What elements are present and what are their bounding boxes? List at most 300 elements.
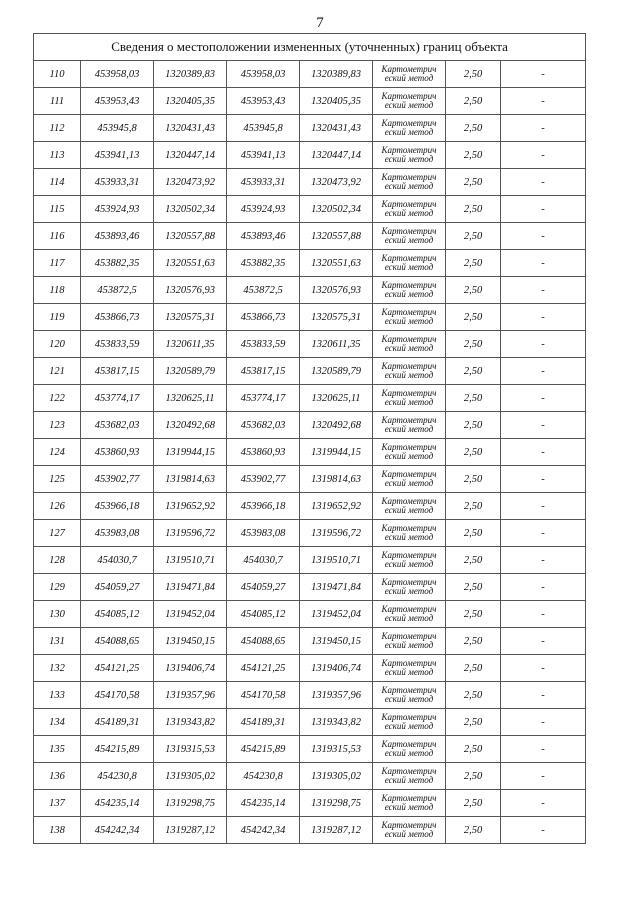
y-coordinate-new-cell: 1320625,11 [300, 385, 373, 412]
method-text: Картометрич [381, 145, 437, 155]
x-coordinate-new-cell: 453817,15 [227, 358, 300, 385]
method-text: Картометрич [381, 334, 437, 344]
accuracy-cell: 2,50 [446, 88, 501, 115]
method-text: еский метод [384, 586, 434, 596]
y-coordinate-new-cell: 1320557,88 [300, 223, 373, 250]
page-number: 7 [316, 15, 324, 31]
table-row [34, 277, 586, 304]
y-coordinate-new-cell: 1319406,74 [300, 655, 373, 682]
x-coordinate-cell: 454189,31 [81, 709, 154, 736]
y-coordinate-new-cell: 1319452,04 [300, 601, 373, 628]
table-row [34, 169, 586, 196]
accuracy-cell: 2,50 [446, 493, 501, 520]
accuracy-cell: 2,50 [446, 331, 501, 358]
x-coordinate-cell: 453924,93 [81, 196, 154, 223]
x-coordinate-new-cell: 454121,25 [227, 655, 300, 682]
x-coordinate-cell: 453941,13 [81, 142, 154, 169]
method-cell [373, 412, 446, 439]
x-coordinate-cell: 454230,8 [81, 763, 154, 790]
method-cell [373, 601, 446, 628]
point-number-cell: 132 [34, 655, 81, 682]
y-coordinate-cell: 1319452,04 [154, 601, 227, 628]
y-coordinate-new-cell: 1319814,63 [300, 466, 373, 493]
method-cell [373, 277, 446, 304]
y-coordinate-new-cell: 1319944,15 [300, 439, 373, 466]
x-coordinate-cell: 453860,93 [81, 439, 154, 466]
point-number-cell: 138 [34, 817, 81, 844]
method-text: еский метод [384, 208, 434, 218]
method-cell [373, 223, 446, 250]
method-cell [373, 169, 446, 196]
point-number-cell: 136 [34, 763, 81, 790]
method-cell [373, 196, 446, 223]
y-coordinate-new-cell: 1320589,79 [300, 358, 373, 385]
method-text: еский метод [384, 370, 434, 380]
point-number-cell: 126 [34, 493, 81, 520]
x-coordinate-cell: 453893,46 [81, 223, 154, 250]
accuracy-cell: 2,50 [446, 196, 501, 223]
point-number-cell: 121 [34, 358, 81, 385]
method-text: еский метод [384, 505, 434, 515]
method-cell [373, 520, 446, 547]
method-text: Картометрич [381, 361, 437, 371]
note-cell: - [501, 547, 586, 574]
method-cell [373, 574, 446, 601]
accuracy-cell: 2,50 [446, 655, 501, 682]
x-coordinate-cell: 454121,25 [81, 655, 154, 682]
y-coordinate-cell: 1320576,93 [154, 277, 227, 304]
x-coordinate-new-cell: 454230,8 [227, 763, 300, 790]
x-coordinate-new-cell: 453682,03 [227, 412, 300, 439]
note-cell: - [501, 439, 586, 466]
y-coordinate-new-cell: 1319315,53 [300, 736, 373, 763]
note-cell: - [501, 223, 586, 250]
table-row [34, 412, 586, 439]
method-text: Картометрич [381, 496, 437, 506]
method-text: Картометрич [381, 658, 437, 668]
method-text: еский метод [384, 100, 434, 110]
method-text: еский метод [384, 478, 434, 488]
x-coordinate-new-cell: 453872,5 [227, 277, 300, 304]
note-cell: - [501, 142, 586, 169]
table-row [34, 142, 586, 169]
note-cell: - [501, 736, 586, 763]
table-row [34, 790, 586, 817]
point-number-cell: 119 [34, 304, 81, 331]
y-coordinate-cell: 1319596,72 [154, 520, 227, 547]
x-coordinate-new-cell: 453833,59 [227, 331, 300, 358]
table-row [34, 61, 586, 88]
x-coordinate-cell: 453866,73 [81, 304, 154, 331]
method-text: еский метод [384, 748, 434, 758]
method-cell [373, 439, 446, 466]
method-text: еский метод [384, 235, 434, 245]
y-coordinate-new-cell: 1320389,83 [300, 61, 373, 88]
y-coordinate-cell: 1320589,79 [154, 358, 227, 385]
note-cell: - [501, 466, 586, 493]
y-coordinate-cell: 1319357,96 [154, 682, 227, 709]
method-cell [373, 682, 446, 709]
method-text: Картометрич [381, 577, 437, 587]
accuracy-cell: 2,50 [446, 574, 501, 601]
table-row [34, 115, 586, 142]
table-title: Сведения о местоположении измененных (уточненных) границ объекта [34, 34, 586, 61]
x-coordinate-cell: 454215,89 [81, 736, 154, 763]
accuracy-cell: 2,50 [446, 520, 501, 547]
y-coordinate-cell: 1320405,35 [154, 88, 227, 115]
table-row [34, 196, 586, 223]
table-row [34, 304, 586, 331]
y-coordinate-new-cell: 1320431,43 [300, 115, 373, 142]
accuracy-cell: 2,50 [446, 763, 501, 790]
method-cell [373, 331, 446, 358]
x-coordinate-new-cell: 454085,12 [227, 601, 300, 628]
boundary-coordinates-table [33, 33, 586, 844]
point-number-cell: 122 [34, 385, 81, 412]
method-text: еский метод [384, 316, 434, 326]
x-coordinate-new-cell: 453958,03 [227, 61, 300, 88]
point-number-cell: 112 [34, 115, 81, 142]
method-cell [373, 358, 446, 385]
y-coordinate-cell: 1319652,92 [154, 493, 227, 520]
table-row [34, 763, 586, 790]
note-cell: - [501, 169, 586, 196]
method-text: Картометрич [381, 712, 437, 722]
method-cell [373, 142, 446, 169]
y-coordinate-new-cell: 1319652,92 [300, 493, 373, 520]
table-row [34, 709, 586, 736]
method-text: еский метод [384, 451, 434, 461]
x-coordinate-new-cell: 453966,18 [227, 493, 300, 520]
accuracy-cell: 2,50 [446, 115, 501, 142]
y-coordinate-new-cell: 1320492,68 [300, 412, 373, 439]
point-number-cell: 130 [34, 601, 81, 628]
y-coordinate-cell: 1319287,12 [154, 817, 227, 844]
point-number-cell: 124 [34, 439, 81, 466]
method-text: Картометрич [381, 280, 437, 290]
x-coordinate-new-cell: 453983,08 [227, 520, 300, 547]
point-number-cell: 117 [34, 250, 81, 277]
accuracy-cell: 2,50 [446, 547, 501, 574]
point-number-cell: 128 [34, 547, 81, 574]
x-coordinate-new-cell: 454170,58 [227, 682, 300, 709]
y-coordinate-new-cell: 1319298,75 [300, 790, 373, 817]
accuracy-cell: 2,50 [446, 601, 501, 628]
accuracy-cell: 2,50 [446, 277, 501, 304]
method-text: Картометрич [381, 253, 437, 263]
x-coordinate-new-cell: 453945,8 [227, 115, 300, 142]
table-row [34, 547, 586, 574]
x-coordinate-new-cell: 453902,77 [227, 466, 300, 493]
method-text: Картометрич [381, 118, 437, 128]
method-text: Картометрич [381, 91, 437, 101]
table-row [34, 223, 586, 250]
method-text: Картометрич [381, 469, 437, 479]
x-coordinate-new-cell: 453933,31 [227, 169, 300, 196]
note-cell: - [501, 574, 586, 601]
method-text: Картометрич [381, 442, 437, 452]
y-coordinate-new-cell: 1320447,14 [300, 142, 373, 169]
table-row [34, 466, 586, 493]
y-coordinate-cell: 1320551,63 [154, 250, 227, 277]
table-row [34, 358, 586, 385]
accuracy-cell: 2,50 [446, 682, 501, 709]
y-coordinate-cell: 1320502,34 [154, 196, 227, 223]
y-coordinate-cell: 1320473,92 [154, 169, 227, 196]
note-cell: - [501, 250, 586, 277]
note-cell: - [501, 358, 586, 385]
note-cell: - [501, 520, 586, 547]
method-text: еский метод [384, 532, 434, 542]
table-row [34, 655, 586, 682]
table-row [34, 736, 586, 763]
accuracy-cell: 2,50 [446, 304, 501, 331]
note-cell: - [501, 763, 586, 790]
y-coordinate-new-cell: 1319287,12 [300, 817, 373, 844]
note-cell: - [501, 817, 586, 844]
x-coordinate-cell: 453833,59 [81, 331, 154, 358]
method-text: еский метод [384, 640, 434, 650]
y-coordinate-new-cell: 1319343,82 [300, 709, 373, 736]
x-coordinate-cell: 453933,31 [81, 169, 154, 196]
note-cell: - [501, 331, 586, 358]
x-coordinate-cell: 453945,8 [81, 115, 154, 142]
x-coordinate-new-cell: 454235,14 [227, 790, 300, 817]
note-cell: - [501, 601, 586, 628]
method-text: еский метод [384, 397, 434, 407]
accuracy-cell: 2,50 [446, 412, 501, 439]
x-coordinate-cell: 453882,35 [81, 250, 154, 277]
y-coordinate-cell: 1319343,82 [154, 709, 227, 736]
method-text: еский метод [384, 424, 434, 434]
method-cell [373, 736, 446, 763]
method-text: Картометрич [381, 388, 437, 398]
point-number-cell: 137 [34, 790, 81, 817]
y-coordinate-new-cell: 1320502,34 [300, 196, 373, 223]
y-coordinate-cell: 1320625,11 [154, 385, 227, 412]
method-text: Картометрич [381, 631, 437, 641]
accuracy-cell: 2,50 [446, 628, 501, 655]
method-text: еский метод [384, 694, 434, 704]
note-cell: - [501, 115, 586, 142]
method-text: Картометрич [381, 820, 437, 830]
x-coordinate-new-cell: 454088,65 [227, 628, 300, 655]
x-coordinate-new-cell: 454242,34 [227, 817, 300, 844]
method-text: Картометрич [381, 739, 437, 749]
x-coordinate-cell: 453682,03 [81, 412, 154, 439]
table-title-row [34, 34, 586, 61]
method-cell [373, 790, 446, 817]
table-row [34, 628, 586, 655]
accuracy-cell: 2,50 [446, 142, 501, 169]
table-row [34, 601, 586, 628]
point-number-cell: 135 [34, 736, 81, 763]
method-cell [373, 115, 446, 142]
note-cell: - [501, 709, 586, 736]
y-coordinate-cell: 1319510,71 [154, 547, 227, 574]
note-cell: - [501, 277, 586, 304]
x-coordinate-new-cell: 453953,43 [227, 88, 300, 115]
method-cell [373, 547, 446, 574]
x-coordinate-cell: 454170,58 [81, 682, 154, 709]
point-number-cell: 116 [34, 223, 81, 250]
x-coordinate-cell: 453953,43 [81, 88, 154, 115]
table-row [34, 439, 586, 466]
table-row [34, 574, 586, 601]
y-coordinate-new-cell: 1320551,63 [300, 250, 373, 277]
accuracy-cell: 2,50 [446, 466, 501, 493]
x-coordinate-cell: 454242,34 [81, 817, 154, 844]
method-text: Картометрич [381, 766, 437, 776]
table-row [34, 520, 586, 547]
x-coordinate-cell: 453902,77 [81, 466, 154, 493]
method-text: Картометрич [381, 604, 437, 614]
method-text: еский метод [384, 667, 434, 677]
method-text: еский метод [384, 262, 434, 272]
method-text: еский метод [384, 343, 434, 353]
x-coordinate-new-cell: 453882,35 [227, 250, 300, 277]
x-coordinate-new-cell: 453893,46 [227, 223, 300, 250]
method-text: Картометрич [381, 793, 437, 803]
y-coordinate-new-cell: 1319357,96 [300, 682, 373, 709]
method-text: еский метод [384, 289, 434, 299]
method-text: Картометрич [381, 172, 437, 182]
table-row [34, 817, 586, 844]
method-text: Картометрич [381, 523, 437, 533]
note-cell: - [501, 493, 586, 520]
x-coordinate-new-cell: 453941,13 [227, 142, 300, 169]
point-number-cell: 129 [34, 574, 81, 601]
method-cell [373, 466, 446, 493]
x-coordinate-cell: 454030,7 [81, 547, 154, 574]
x-coordinate-new-cell: 454030,7 [227, 547, 300, 574]
accuracy-cell: 2,50 [446, 709, 501, 736]
x-coordinate-new-cell: 453924,93 [227, 196, 300, 223]
point-number-cell: 134 [34, 709, 81, 736]
method-text: еский метод [384, 829, 434, 839]
method-text: еский метод [384, 613, 434, 623]
y-coordinate-cell: 1319406,74 [154, 655, 227, 682]
y-coordinate-new-cell: 1320473,92 [300, 169, 373, 196]
point-number-cell: 114 [34, 169, 81, 196]
y-coordinate-cell: 1320431,43 [154, 115, 227, 142]
method-text: еский метод [384, 154, 434, 164]
point-number-cell: 110 [34, 61, 81, 88]
x-coordinate-cell: 453958,03 [81, 61, 154, 88]
method-cell [373, 628, 446, 655]
method-text: Картометрич [381, 415, 437, 425]
x-coordinate-new-cell: 454059,27 [227, 574, 300, 601]
accuracy-cell: 2,50 [446, 169, 501, 196]
x-coordinate-new-cell: 454215,89 [227, 736, 300, 763]
method-text: еский метод [384, 559, 434, 569]
y-coordinate-new-cell: 1319596,72 [300, 520, 373, 547]
y-coordinate-new-cell: 1319450,15 [300, 628, 373, 655]
y-coordinate-new-cell: 1320611,35 [300, 331, 373, 358]
method-cell [373, 763, 446, 790]
method-text: еский метод [384, 127, 434, 137]
accuracy-cell: 2,50 [446, 736, 501, 763]
note-cell: - [501, 196, 586, 223]
table-row [34, 682, 586, 709]
point-number-cell: 118 [34, 277, 81, 304]
y-coordinate-cell: 1319298,75 [154, 790, 227, 817]
y-coordinate-new-cell: 1320575,31 [300, 304, 373, 331]
method-cell [373, 250, 446, 277]
accuracy-cell: 2,50 [446, 61, 501, 88]
point-number-cell: 113 [34, 142, 81, 169]
point-number-cell: 133 [34, 682, 81, 709]
y-coordinate-cell: 1320447,14 [154, 142, 227, 169]
method-text: еский метод [384, 721, 434, 731]
x-coordinate-cell: 453817,15 [81, 358, 154, 385]
x-coordinate-cell: 454085,12 [81, 601, 154, 628]
y-coordinate-cell: 1319305,02 [154, 763, 227, 790]
accuracy-cell: 2,50 [446, 817, 501, 844]
method-cell [373, 304, 446, 331]
x-coordinate-cell: 454088,65 [81, 628, 154, 655]
method-cell [373, 709, 446, 736]
table-row [34, 493, 586, 520]
accuracy-cell: 2,50 [446, 250, 501, 277]
method-cell [373, 385, 446, 412]
method-text: еский метод [384, 802, 434, 812]
point-number-cell: 131 [34, 628, 81, 655]
y-coordinate-cell: 1320575,31 [154, 304, 227, 331]
table-row [34, 385, 586, 412]
table-row [34, 331, 586, 358]
method-cell [373, 655, 446, 682]
y-coordinate-cell: 1320492,68 [154, 412, 227, 439]
x-coordinate-new-cell: 453860,93 [227, 439, 300, 466]
method-text: Картометрич [381, 550, 437, 560]
note-cell: - [501, 790, 586, 817]
note-cell: - [501, 385, 586, 412]
y-coordinate-cell: 1319450,15 [154, 628, 227, 655]
method-cell [373, 61, 446, 88]
accuracy-cell: 2,50 [446, 385, 501, 412]
method-text: Картометрич [381, 685, 437, 695]
note-cell: - [501, 304, 586, 331]
note-cell: - [501, 88, 586, 115]
y-coordinate-cell: 1319944,15 [154, 439, 227, 466]
point-number-cell: 123 [34, 412, 81, 439]
point-number-cell: 125 [34, 466, 81, 493]
x-coordinate-cell: 454059,27 [81, 574, 154, 601]
table-row [34, 250, 586, 277]
method-text: Картометрич [381, 64, 437, 74]
point-number-cell: 127 [34, 520, 81, 547]
y-coordinate-new-cell: 1319510,71 [300, 547, 373, 574]
method-text: Картометрич [381, 226, 437, 236]
accuracy-cell: 2,50 [446, 223, 501, 250]
method-cell [373, 88, 446, 115]
note-cell: - [501, 412, 586, 439]
y-coordinate-cell: 1319814,63 [154, 466, 227, 493]
note-cell: - [501, 61, 586, 88]
y-coordinate-cell: 1320611,35 [154, 331, 227, 358]
note-cell: - [501, 655, 586, 682]
y-coordinate-cell: 1320557,88 [154, 223, 227, 250]
x-coordinate-cell: 453983,08 [81, 520, 154, 547]
accuracy-cell: 2,50 [446, 358, 501, 385]
y-coordinate-cell: 1320389,83 [154, 61, 227, 88]
point-number-cell: 115 [34, 196, 81, 223]
x-coordinate-new-cell: 453774,17 [227, 385, 300, 412]
x-coordinate-cell: 453966,18 [81, 493, 154, 520]
y-coordinate-new-cell: 1319471,84 [300, 574, 373, 601]
accuracy-cell: 2,50 [446, 439, 501, 466]
